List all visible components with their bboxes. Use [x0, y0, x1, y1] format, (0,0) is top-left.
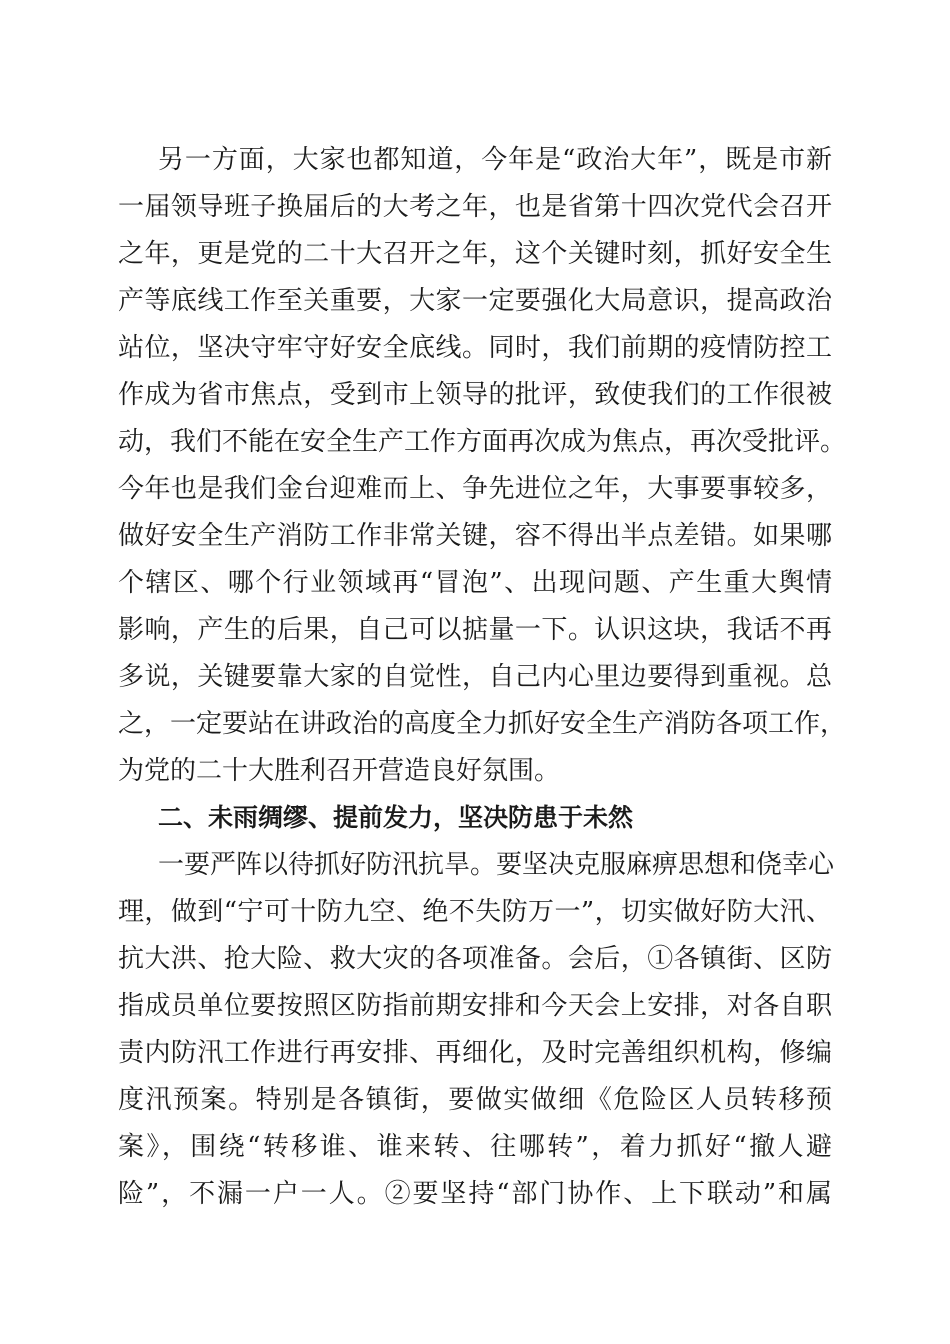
- paragraph-2-line-8: 险”，不漏一户一人。②要坚持“部门协作、上下联动”和属: [118, 1179, 832, 1209]
- paragraph-2-line-3: 抗大洪、抢大险、救大灾的各项准备。会后，①各镇街、区防: [118, 944, 832, 974]
- paragraph-2-line-4: 指成员单位要按照区防指前期安排和今天会上安排，对各自职: [118, 991, 832, 1021]
- paragraph-1-line-6: 作成为省市焦点，受到市上领导的批评，致使我们的工作很被: [118, 380, 832, 410]
- paragraph-1-line-10: 个辖区、哪个行业领域再“冒泡”、出现问题、产生重大舆情: [118, 568, 832, 598]
- paragraph-1-line-3: 之年，更是党的二十大召开之年，这个关键时刻，抓好安全生: [118, 239, 832, 269]
- paragraph-2-line-1: 一要严阵以待抓好防汛抗旱。要坚决克服麻痹思想和侥幸心: [158, 850, 835, 880]
- paragraph-1-line-5: 站位，坚决守牢守好安全底线。同时，我们前期的疫情防控工: [118, 333, 832, 363]
- paragraph-2-line-2: 理，做到“宁可十防九空、绝不失防万一”，切实做好防大汛、: [118, 897, 832, 927]
- section-heading-2: 二、未雨绸缪、提前发力，坚决防患于未然: [158, 803, 634, 832]
- paragraph-2-line-6: 度汛预案。特别是各镇街，要做实做细《危险区人员转移预: [118, 1085, 832, 1115]
- paragraph-1-line-11: 影响，产生的后果，自己可以掂量一下。认识这块，我话不再: [118, 615, 832, 645]
- paragraph-1-line-2: 一届领导班子换届后的大考之年，也是省第十四次党代会召开: [118, 192, 832, 222]
- paragraph-1-line-7: 动，我们不能在安全生产工作方面再次成为焦点，再次受批评。: [118, 427, 847, 457]
- paragraph-1-line-9: 做好安全生产消防工作非常关键，容不得出半点差错。如果哪: [118, 521, 832, 551]
- paragraph-2-line-7: 案》，围绕“转移谁、谁来转、往哪转”，着力抓好“撤人避: [118, 1132, 832, 1162]
- paragraph-1-line-4: 产等底线工作至关重要，大家一定要强化大局意识，提高政治: [118, 286, 832, 316]
- paragraph-1-line-13: 之，一定要站在讲政治的高度全力抓好安全生产消防各项工作，: [118, 709, 847, 739]
- paragraph-1-line-1: 另一方面，大家也都知道，今年是“政治大年”，既是市新: [158, 145, 832, 175]
- paragraph-2-line-5: 责内防汛工作进行再安排、再细化，及时完善组织机构，修编: [118, 1038, 832, 1068]
- paragraph-1-line-8: 今年也是我们金台迎难而上、争先进位之年，大事要事较多，: [118, 474, 832, 504]
- paragraph-1-line-12: 多说，关键要靠大家的自觉性，自己内心里边要得到重视。总: [118, 662, 832, 692]
- paragraph-1-line-14: 为党的二十大胜利召开营造良好氛围。: [118, 756, 561, 786]
